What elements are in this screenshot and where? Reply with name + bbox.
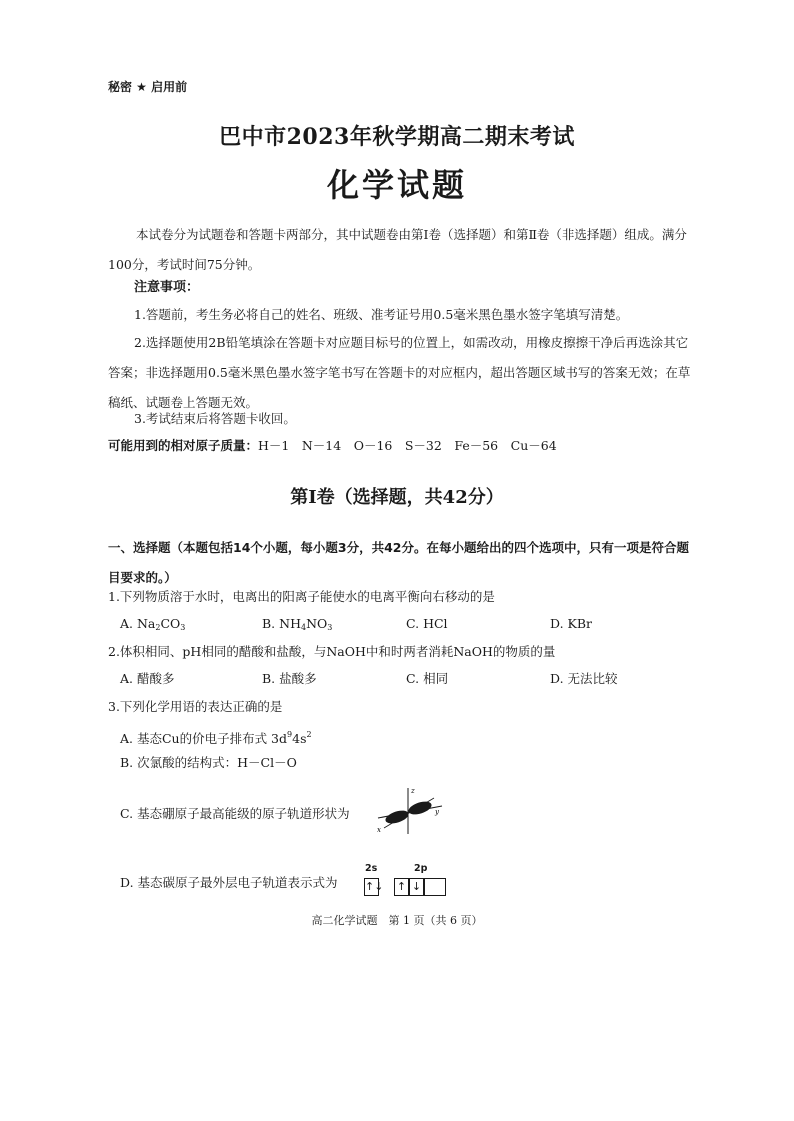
label-2p: 2p bbox=[414, 863, 428, 874]
orbital-2p-3 bbox=[424, 878, 446, 896]
question-1-option-a: A. $Na_2CO_3$ bbox=[120, 616, 186, 632]
atomic-masses-label: 可能用到的相对原子质量： bbox=[108, 438, 259, 453]
question-2-option-c: C. 相同 bbox=[406, 671, 449, 686]
orbital-2p-2: ↓ bbox=[409, 878, 424, 896]
exam-subtitle: 化学试题 bbox=[326, 166, 467, 204]
atomic-masses-values: H－1 N－14 O－16 S－32 Fe－56 Cu－64 bbox=[258, 438, 557, 453]
question-1-option-b: B. $NH_4NO_3$ bbox=[262, 616, 333, 632]
orbital-2p-1: ↑ bbox=[394, 878, 409, 896]
page-footer: 高二化学试题 第 1 页（共 6 页） bbox=[311, 914, 483, 927]
axis-y-label: y bbox=[435, 808, 439, 816]
question-2-stem: 2.体积相同、pH相同的醋酸和盐酸，与NaOH中和时两者消耗NaOH的物质的量 bbox=[108, 644, 556, 659]
orbital-2s: ↑↓ bbox=[364, 878, 379, 896]
label-2s: 2s bbox=[365, 863, 378, 874]
axis-z-label: z bbox=[411, 787, 415, 795]
question-2-option-a: A. 醋酸多 bbox=[120, 671, 175, 686]
notes-heading: 注意事项： bbox=[134, 280, 200, 295]
question-1-option-c: C. HCl bbox=[406, 616, 448, 631]
question-2-option-b: B. 盐酸多 bbox=[262, 671, 317, 686]
question-1-option-d: D. KBr bbox=[550, 616, 593, 631]
exam-title: 巴中市2023年秋学期高二期末考试 bbox=[219, 124, 575, 150]
note-item-2: 2.选择题使用2B铅笔填涂在答题卡对应题目标号的位置上，如需改动，用橡皮擦擦干净后再选涂其它答案；非选择题用0.5毫米黑色墨水签字笔书写在答题卡的对应框内，超出答题区域书写的答案无效；在草稿纸、试题卷上答题无效。 bbox=[108, 335, 691, 410]
secret-label: 秘密 ★ 启用前 bbox=[108, 80, 188, 94]
axis-x-label: x bbox=[377, 826, 381, 834]
question-3-option-d: D. 基态碳原子最外层电子轨道表示式为 bbox=[120, 875, 338, 890]
p-orbital-diagram bbox=[372, 784, 446, 838]
part-instructions: 一、选择题（本题包括14个小题，每小题3分，共42分。在每小题给出的四个选项中，只有一项是符合题目要求的。） bbox=[108, 540, 689, 585]
question-3-option-c: C. 基态硼原子最高能级的原子轨道形状为 bbox=[120, 806, 350, 821]
atomic-masses bbox=[108, 431, 557, 461]
question-2-option-d: D. 无法比较 bbox=[550, 671, 618, 686]
intro-paragraph: 本试卷分为试题卷和答题卡两部分，其中试题卷由第Ⅰ卷（选择题）和第Ⅱ卷（非选择题）组成。满分100分，考试时间75分钟。 bbox=[108, 227, 687, 272]
question-1-stem: 1.下列物质溶于水时，电离出的阳离子能使水的电离平衡向右移动的是 bbox=[108, 589, 495, 604]
question-3-option-a: A. 基态Cu的价电子排布式 $3d^94s^2$ bbox=[120, 730, 312, 746]
question-3-stem: 3.下列化学用语的表达正确的是 bbox=[108, 699, 283, 714]
note-item-3: 3.考试结束后将答题卡收回。 bbox=[134, 411, 296, 426]
question-3-option-b: B. 次氯酸的结构式：H－Cl－O bbox=[120, 755, 297, 770]
note-item-1: 1.答题前，考生务必将自己的姓名、班级、准考证号用0.5毫米黑色墨水签字笔填写清楚。 bbox=[134, 307, 629, 322]
section-title: 第Ⅰ卷（选择题，共42分） bbox=[290, 487, 504, 508]
